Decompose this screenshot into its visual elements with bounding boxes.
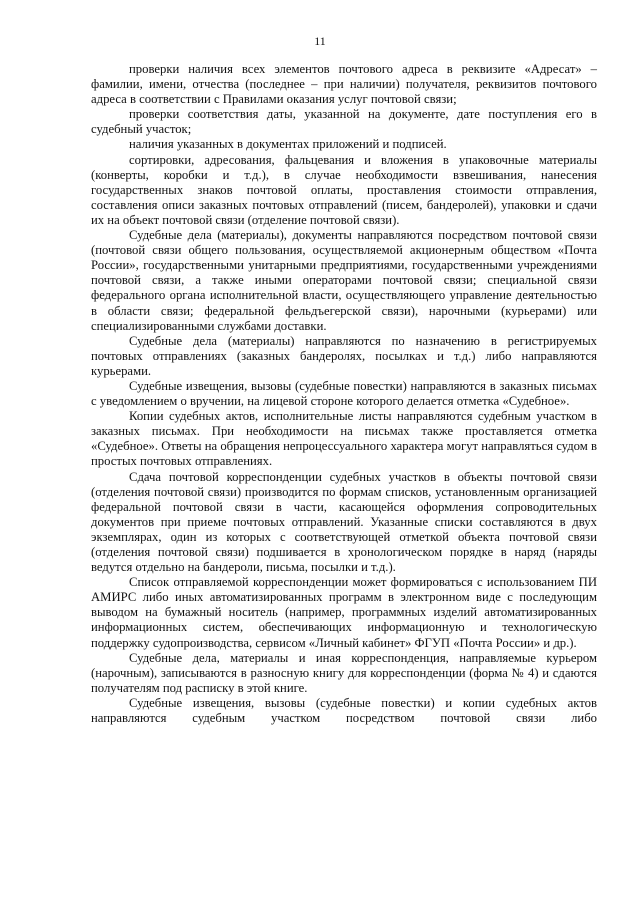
document-body	[91, 62, 597, 726]
page-number: 11	[314, 34, 326, 48]
paragraph: проверки соответствия даты, указанной на документе, дате поступления его в судебный участок;	[91, 107, 597, 137]
paragraph: Судебные дела (материалы) направляются по назначению в регистрируемых почтовых отправлениях (заказных бандеролях, посылках и т.д.) либо направляются курьерами.	[91, 333, 597, 378]
paragraph: Список отправляемой корреспонденции может формироваться с использованием ПИ АМИРС либо иных автоматизированных программ в электронном виде с последующим выводом на бумажный носитель (например, программных изделий автоматизированных информационных систем, обеспечивающих информационную и технологическую поддержку судопроизводства, сервисом «Личный кабинет» ФГУП «Почта России» и др.).	[91, 575, 597, 650]
paragraph: проверки наличия всех элементов почтового адреса в реквизите «Адресат» – фамилии, имени, отчества (последнее – при наличии) получателя, реквизитов почтового адреса в соответствии с Правилами оказания услуг почтовой связи;	[91, 62, 597, 107]
paragraph: Судебные дела, материалы и иная корреспонденция, направляемые курьером (нарочным), записываются в разносную книгу для корреспонденции (форма № 4) и сдаются получателям под расписку в этой книге.	[91, 650, 597, 695]
paragraph: Судебные дела (материалы), документы направляются посредством почтовой связи (почтовой связи общего пользования, осуществляемой акционерным обществом «Почта России», государственными унитарными предприятиями, государственными учреждениями почтовой связи, а также иными операторами почтовой связи; специальной связи федерального органа исполнительной власти, осуществляющего управление деятельностью в области связи; федеральной фельдъегерской связи), нарочными (курьерами) или специализированными службами доставки.	[91, 228, 597, 333]
paragraph: Сдача почтовой корреспонденции судебных участков в объекты почтовой связи (отделения почтовой связи) производится по формам списков, установленным организацией федеральной почтовой связи в части, касающейся оформления сопроводительных документов при приеме почтовых отправлений. Указанные списки составляются в двух экземплярах, один из которых с соответствующей отметкой объекта почтовой связи (отделения почтовой связи) подшивается в хронологическом порядке в наряд (наряды ведутся отдельно на бандероли, письма, посылки и т.д.).	[91, 469, 597, 575]
paragraph: Судебные извещения, вызовы (судебные повестки) и копии судебных актов направляются судебным участком посредством почтовой связи либо	[91, 695, 597, 726]
paragraph: сортировки, адресования, фальцевания и вложения в упаковочные материалы (конверты, коробки и т.д.), в случае необходимости взвешивания, нанесения государственных знаков почтовой оплаты, проставления стоимости отправления, составления описи заказных почтовых отправлений (писем, бандеролей), упаковки и сдачи их на объект почтовой связи (отделение почтовой связи).	[91, 152, 597, 227]
paragraph: Судебные извещения, вызовы (судебные повестки) направляются в заказных письмах с уведомлением о вручении, на лицевой стороне которого делается отметка «Судебное».	[91, 378, 597, 409]
paragraph: Копии судебных актов, исполнительные листы направляются судебным участком в заказных письмах. При необходимости на письмах также проставляется отметка «Судебное». Ответы на обращения непроцессуального характера могут направляться судом в простых почтовых отправлениях.	[91, 409, 597, 469]
paragraph: наличия указанных в документах приложений и подписей.	[129, 137, 447, 152]
